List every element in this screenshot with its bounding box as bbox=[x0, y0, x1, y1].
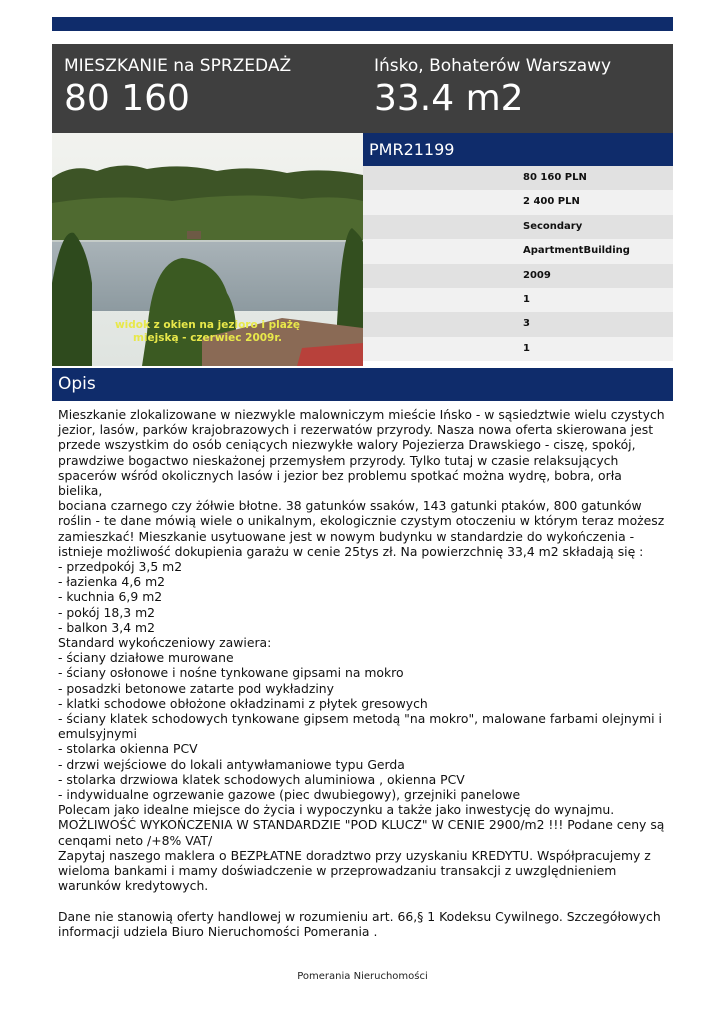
description-line: emulsyjnymi bbox=[58, 726, 137, 742]
details-row bbox=[363, 190, 673, 214]
description-line: Zapytaj naszego maklera o BEZPŁATNE doradztwo przy uzyskaniu KREDYTU. Współpracujemy z bbox=[58, 847, 651, 863]
footer-company: Pomerania Nieruchomości bbox=[297, 971, 428, 982]
description-line: wieloma bankami i mamy doświadczenie w przeprowadzaniu transakcji z uwzględnieniem bbox=[58, 863, 617, 879]
details-row bbox=[363, 264, 673, 288]
description-line: Dane nie stanowią oferty handlowej w rozumieniu art. 66,§ 1 Kodeksu Cywilnego. Szczegółowych bbox=[58, 908, 661, 924]
details-row bbox=[363, 337, 673, 361]
description-line: Mieszkanie zlokalizowane w niezwykle malowniczym mieście Ińsko - w sąsiedztwie wielu czystych bbox=[58, 407, 665, 422]
caption-line-1: widok z okien na jezioro i plażę bbox=[114, 319, 301, 331]
description-line: MOŻLIWOŚĆ WYKOŃCZENIA W STANDARDZIE "POD KLUCZ" W CENIE 2900/m2 !!! Podane ceny są bbox=[58, 817, 665, 833]
details-row bbox=[363, 312, 673, 336]
detail-floors-total: 1 bbox=[523, 342, 530, 354]
description-line: - stolarka drzwiowa klatek schodowych aluminiowa , okienna PCV bbox=[58, 771, 465, 787]
description-line: - łazienka 4,6 m2 bbox=[58, 574, 166, 590]
description-title: Opis bbox=[58, 374, 96, 394]
description-line: - drzwi wejściowe do lokali antywłamaniowe typu Gerda bbox=[58, 756, 405, 772]
details-table bbox=[363, 166, 673, 361]
description-line: informacji udziela Biuro Nieruchomości Pomerania . bbox=[58, 923, 378, 939]
description-header bbox=[52, 368, 673, 401]
description-line: cenqami neto /+8% VAT/ bbox=[58, 832, 213, 848]
description-line: jezior, lasów, parków krajobrazowych i rezerwatów przyrody. Nasza nowa oferta skierowana jest bbox=[58, 422, 654, 438]
description-line: - klatki schodowe obłożone okładzinami z płytek gresowych bbox=[58, 695, 428, 711]
top-accent-bar bbox=[52, 17, 673, 31]
description-line: - ściany działowe murowane bbox=[58, 650, 234, 666]
description-line: - ściany klatek schodowych tynkowane gipsem metodą "na mokro", malowane farbami olejnymi i bbox=[58, 711, 662, 727]
detail-rooms: 1 bbox=[523, 293, 530, 305]
description-line: Polecam jako idealne miejsce do życia i wypoczynku a także jako inwestycję do wynajmu. bbox=[58, 802, 615, 818]
photo-caption bbox=[52, 319, 363, 345]
description-line: warunków kredytowych. bbox=[58, 878, 209, 894]
details-row bbox=[363, 239, 673, 263]
description-body bbox=[58, 407, 668, 939]
detail-market: Secondary bbox=[523, 220, 583, 232]
listing-header bbox=[52, 44, 673, 133]
description-line: Standard wykończeniowy zawiera: bbox=[58, 635, 272, 651]
details-row bbox=[363, 288, 673, 312]
area: 33.4 m2 bbox=[374, 78, 524, 119]
details-row bbox=[363, 215, 673, 239]
description-line: spacerów wśród okolicznych lasów i jezior bez problemu spotkać można wydrę, bobra, orła bielika, bbox=[58, 467, 622, 499]
description-line: bociana czarnego czy żółwie błotne. 38 gatunków ssaków, 143 gatunki ptaków, 800 gatunków bbox=[58, 498, 642, 514]
description-line: przede wszystkim do osób ceniących niezwykłe walory Pojezierza Drawskiego - ciszę, spokój, bbox=[58, 437, 636, 453]
detail-price: 80 160 PLN bbox=[523, 172, 587, 183]
price: 80 160 bbox=[64, 78, 190, 119]
detail-year-built: 2009 bbox=[523, 269, 551, 281]
location: Ińsko, Bohaterów Warszawy bbox=[374, 56, 612, 76]
description-line: istnieje możliwość dokupienia garażu w cenie 25tys zł. Na powierzchnię 33,4 m2 składają się : bbox=[58, 543, 644, 559]
detail-price-per-m2: 2 400 PLN bbox=[523, 196, 580, 208]
details-row bbox=[363, 166, 673, 190]
description-line: prawdziwe bogactwo nieskażonej przemysłem przyrody. Tylko tutaj w czasie relaksujących bbox=[58, 452, 619, 468]
description-line bbox=[58, 894, 668, 909]
header-left bbox=[64, 56, 291, 120]
description-line: - przedpokój 3,5 m2 bbox=[58, 559, 183, 575]
reference-bar bbox=[363, 133, 673, 166]
description-line: - indywidualne ogrzewanie gazowe (piec dwubiegowy), grzejniki panelowe bbox=[58, 787, 521, 803]
description-line: roślin - te dane mówią wiele o unikalnym, ekologicznie czystym otoczeniu w którym teraz możesz bbox=[58, 513, 665, 529]
description-line: zamieszkać! Mieszkanie usytuowane jest w nowym budynku w standardzie do wykończenia - bbox=[58, 528, 635, 544]
description-line: - ściany osłonowe i nośne tynkowane gipsami na mokro bbox=[58, 665, 404, 681]
offer-type: MIESZKANIE na SPRZEDAŻ bbox=[64, 56, 292, 76]
description-line: - pokój 18,3 m2 bbox=[58, 604, 156, 620]
property-photo bbox=[52, 133, 363, 366]
description-line: - balkon 3,4 m2 bbox=[58, 619, 156, 635]
description-line: - kuchnia 6,9 m2 bbox=[58, 589, 163, 605]
reference-number: PMR21199 bbox=[369, 140, 455, 159]
description-line: - stolarka okienna PCV bbox=[58, 741, 198, 757]
description-line: - posadzki betonowe zatarte pod wykładziny bbox=[58, 680, 334, 696]
detail-floor: 3 bbox=[523, 318, 530, 330]
caption-line-2: miejską - czerwiec 2009r. bbox=[132, 332, 283, 344]
detail-building-type: ApartmentBuilding bbox=[523, 245, 630, 257]
header-right bbox=[374, 56, 611, 120]
